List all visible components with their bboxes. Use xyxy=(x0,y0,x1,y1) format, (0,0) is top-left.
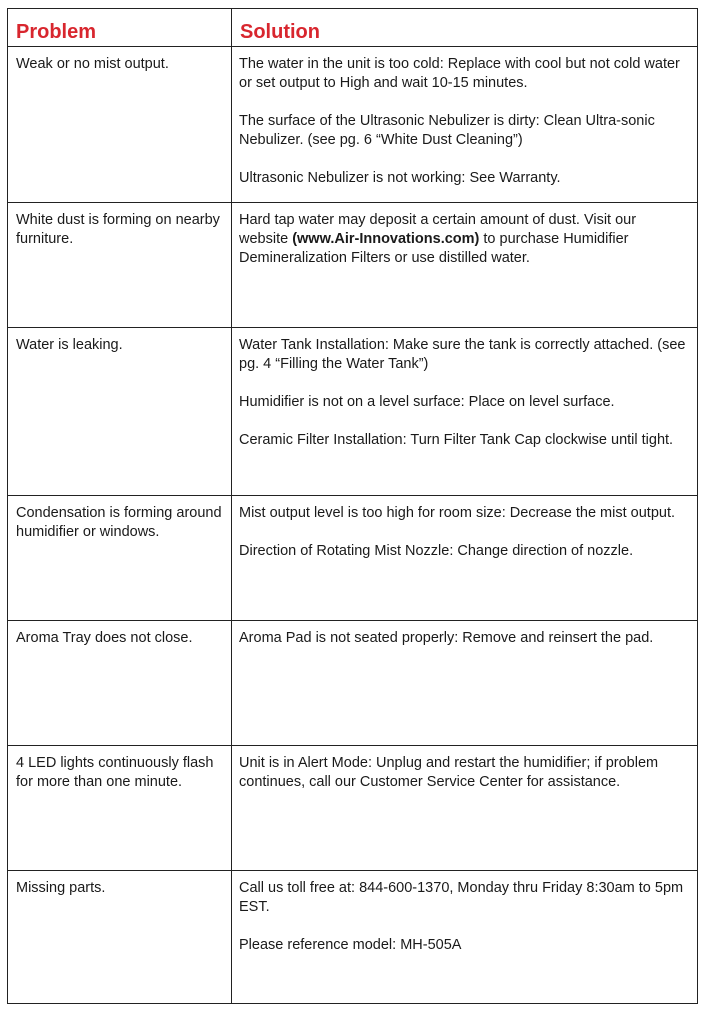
table-row xyxy=(8,328,698,496)
solution-text: Ultrasonic Nebulizer is not working: See Warranty. xyxy=(239,170,561,186)
solution-text: Call us toll free at: 844-600-1370, Monday thru Friday 8:30am to 5pm EST. xyxy=(239,880,684,915)
table-header-row xyxy=(8,9,698,47)
solution-cell xyxy=(232,328,698,496)
solution-text: Humidifier is not on a level surface: Place on level surface. xyxy=(239,394,615,410)
solution-text xyxy=(239,211,689,268)
solution-cell xyxy=(232,203,698,328)
problem-cell xyxy=(8,203,232,328)
table-row xyxy=(8,621,698,746)
header-cell-problem xyxy=(8,9,232,47)
problem-text: White dust is forming on nearby furniture. xyxy=(16,212,220,247)
website-link-text: (www.Air-Innovations.com) xyxy=(292,231,480,247)
solution-text: Ceramic Filter Installation: Turn Filter Tank Cap clockwise until tight. xyxy=(239,432,674,448)
solution-cell xyxy=(232,496,698,621)
table-row xyxy=(8,47,698,203)
problem-text: Weak or no mist output. xyxy=(16,56,169,72)
problem-cell xyxy=(8,496,232,621)
problem-text: Missing parts. xyxy=(16,880,106,896)
solution-text: The water in the unit is too cold: Replace with cool but not cold water or set output to High and wait 10-15 minutes. xyxy=(239,56,680,91)
table-row xyxy=(8,496,698,621)
solution-text: Water Tank Installation: Make sure the tank is correctly attached. (see pg. 4 “Filling the Water Tank”) xyxy=(239,337,686,372)
solution-header: Solution xyxy=(240,21,320,43)
solution-text: The surface of the Ultrasonic Nebulizer is dirty: Clean Ultra-sonic Nebulizer. (see pg. 6 “White Dust Cleaning”) xyxy=(239,113,655,148)
table-row xyxy=(8,203,698,328)
solution-text: Aroma Pad is not seated properly: Remove and reinsert the pad. xyxy=(239,630,654,646)
troubleshooting-table xyxy=(7,8,698,1004)
solution-text-before: Hard tap water may deposit a certain amount of dust. Visit our website xyxy=(239,212,637,247)
table-row xyxy=(8,871,698,1004)
problem-cell xyxy=(8,746,232,871)
solution-cell xyxy=(232,47,698,203)
solution-cell xyxy=(232,871,698,1004)
solution-cell xyxy=(232,746,698,871)
problem-text: 4 LED lights continuously flash for more than one minute. xyxy=(16,755,214,790)
problem-text: Condensation is forming around humidifier or windows. xyxy=(16,505,222,540)
table-row xyxy=(8,746,698,871)
solution-text: Please reference model: MH-505A xyxy=(239,937,462,953)
header-cell-solution xyxy=(232,9,698,47)
problem-text: Water is leaking. xyxy=(16,337,123,353)
problem-text: Aroma Tray does not close. xyxy=(16,630,193,646)
problem-cell xyxy=(8,47,232,203)
problem-header: Problem xyxy=(16,21,97,43)
problem-cell xyxy=(8,621,232,746)
problem-cell xyxy=(8,328,232,496)
solution-text: Direction of Rotating Mist Nozzle: Change direction of nozzle. xyxy=(239,543,634,559)
solution-text-after: to purchase Humidifier Demineralization Filters or use distilled water. xyxy=(239,231,629,266)
solution-cell xyxy=(232,621,698,746)
solution-text: Unit is in Alert Mode: Unplug and restart the humidifier; if problem continues, call our Customer Service Center for assistance. xyxy=(239,755,659,790)
solution-text: Mist output level is too high for room size: Decrease the mist output. xyxy=(239,505,676,521)
problem-cell xyxy=(8,871,232,1004)
